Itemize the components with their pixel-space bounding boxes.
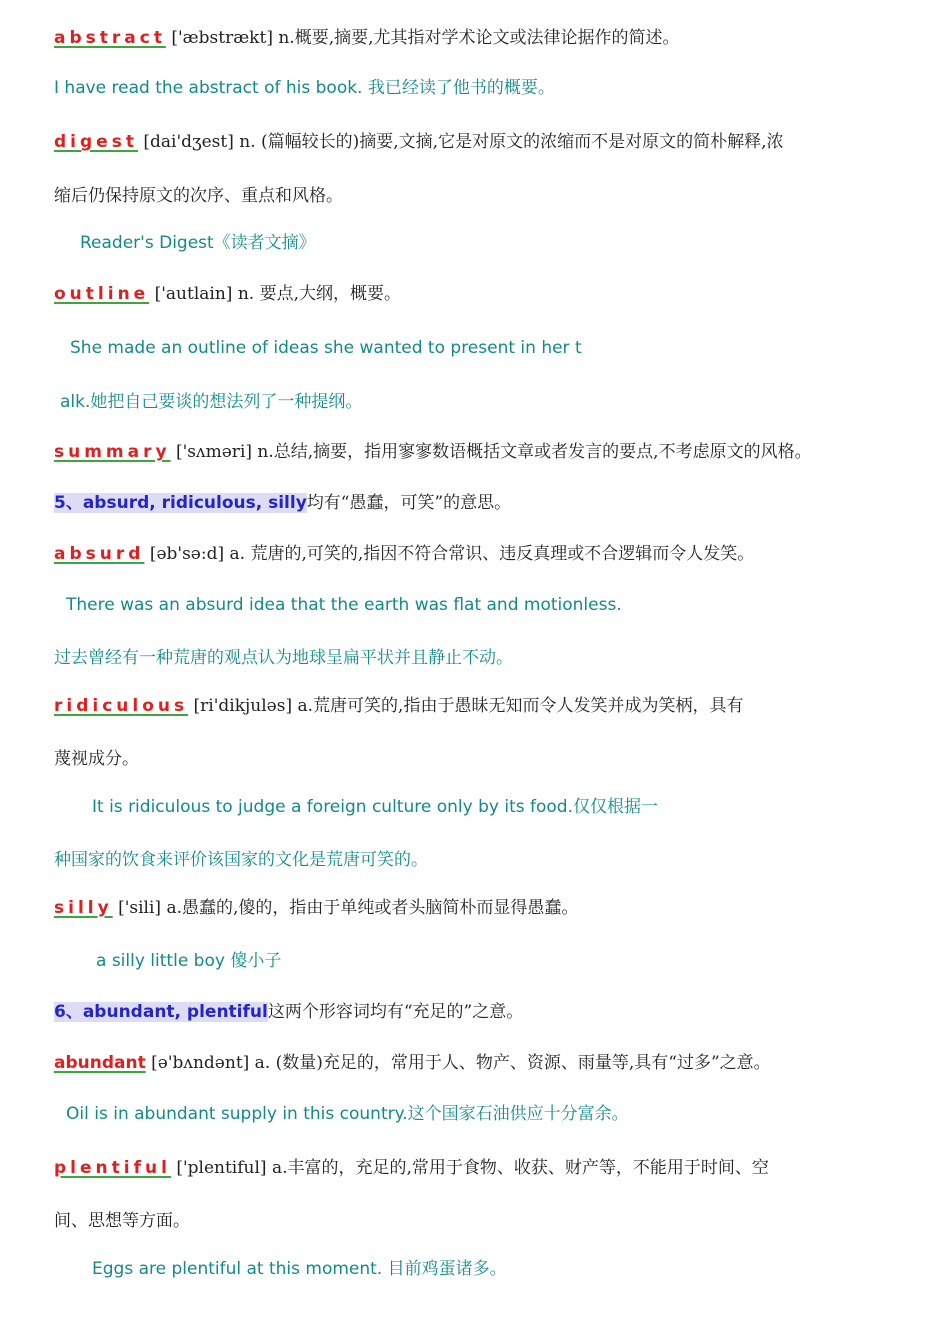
entry-abundant [54, 1051, 926, 1075]
definition-continued: 缩后仍保持原文的次序、重点和风格。 [54, 186, 343, 206]
definition: [ə'bʌndənt] a. (数量)充足的，常用于人、物产、资源、雨量等,具有“过多”之意。 [145, 1053, 771, 1073]
example-sentence: I have read the abstract of his book. 我已经读了他书的概要。 [54, 78, 555, 98]
definition-continued: 间、思想等方面。 [54, 1211, 190, 1231]
entry-digest [54, 130, 926, 154]
example-sentence: Eggs are plentiful at this moment. 目前鸡蛋诸多。 [92, 1259, 507, 1279]
definition: [əb'sə:d] a. 荒唐的,可笑的,指因不符合常识、违反真理或不合逻辑而令人发笑。 [144, 544, 755, 564]
definition: ['sʌməri] n.总结,摘要，指用寥寥数语概括文章或者发言的要点,不考虑原文的风格。 [170, 442, 812, 462]
example-sentence: Oil is in abundant supply in this country.这个国家石油供应十分富余。 [66, 1104, 629, 1124]
section-description: 这两个形容词均有“充足的”之意。 [267, 1002, 524, 1022]
entry-summary [54, 440, 926, 464]
entry-silly [54, 896, 926, 920]
section-heading-6 [54, 1000, 926, 1024]
section-description: 均有“愚蠢，可笑”的意思。 [306, 493, 512, 513]
definition: ['sili] a.愚蠢的,傻的，指由于单纯或者头脑简朴而显得愚蠢。 [112, 898, 579, 918]
entry-absurd [54, 542, 926, 566]
example-sentence: She made an outline of ideas she wanted to present in her t [70, 338, 582, 358]
headword: digest [54, 132, 138, 152]
section-title: 5、absurd, ridiculous, silly [54, 493, 307, 513]
example-sentence: It is ridiculous to judge a foreign culture only by its food.仅仅根据一 [92, 797, 658, 817]
example-sentence: Reader's Digest《读者文摘》 [80, 233, 316, 253]
definition: ['plentiful] a.丰富的，充足的,常用于食物、收获、财产等，不能用于时间、空 [170, 1158, 769, 1178]
definition-continued: 蔑视成分。 [54, 749, 139, 769]
example-sentence-continued: 种国家的饮食来评价该国家的文化是荒唐可笑的。 [54, 850, 428, 870]
entry-outline [54, 282, 926, 306]
example-sentence-continued: alk.她把自己要谈的想法列了一种提纲。 [60, 392, 363, 412]
headword: absurd [54, 544, 145, 564]
entry-abstract [54, 26, 926, 50]
headword: plentiful [54, 1158, 171, 1178]
section-heading-5 [54, 491, 926, 515]
headword: silly [54, 898, 113, 918]
definition: [ri'dikjuləs] a.荒唐可笑的,指由于愚昧无知而令人发笑并成为笑柄，具有 [188, 696, 744, 716]
headword: outline [54, 284, 150, 304]
example-sentence: There was an absurd idea that the earth was flat and motionless. [66, 595, 622, 615]
headword: summary [54, 442, 171, 462]
headword: abundant [54, 1053, 146, 1073]
headword: abstract [54, 28, 166, 48]
example-sentence: a silly little boy 傻小子 [96, 951, 282, 971]
example-translation: 过去曾经有一种荒唐的观点认为地球呈扁平状并且静止不动。 [54, 648, 513, 668]
headword: ridiculous [54, 696, 189, 716]
section-title: 6、abundant, plentiful [54, 1002, 268, 1022]
definition: ['æbstrækt] n.概要,摘要,尤其指对学术论文或法律论据作的简述。 [165, 28, 680, 48]
definition: [dai'dʒest] n. (篇幅较长的)摘要,文摘,它是对原文的浓缩而不是对原文的简朴解释,浓 [137, 132, 784, 152]
entry-ridiculous [54, 694, 926, 718]
definition: ['autlain] n. 要点,大纲，概要。 [149, 284, 401, 304]
entry-plentiful [54, 1156, 926, 1180]
